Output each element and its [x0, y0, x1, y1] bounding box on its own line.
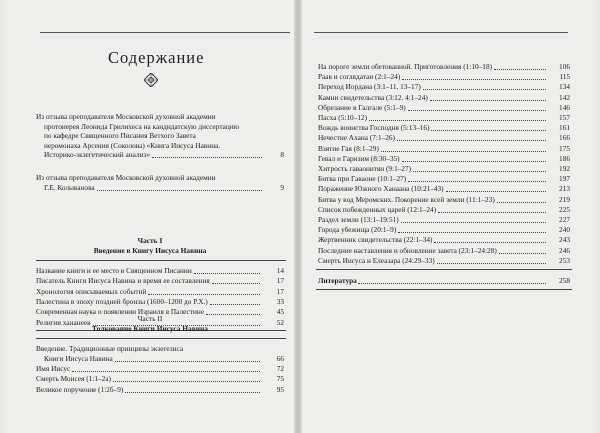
right-item-19-page: 253 [559, 255, 570, 265]
right-item-0-leader [494, 69, 546, 70]
right-item-0-text: На пороге земли обетованной. Приготовления (1:10–18) [318, 62, 493, 71]
part2-item-1-leader [72, 371, 260, 372]
right-item-9-leader [402, 161, 546, 162]
right-item-13-text: Битва у вод Меромских. Покорение всей земли (11:1–23) [318, 194, 495, 204]
right-item-7-leader [397, 140, 546, 141]
right-item-3-page: 142 [559, 92, 570, 102]
right-item-14-page: 225 [559, 204, 570, 214]
right-item-13-page: 219 [559, 194, 570, 204]
right-item-7-page: 166 [559, 133, 570, 143]
right-item-4-leader [408, 110, 546, 111]
right-item-2-page: 134 [559, 82, 570, 92]
right-item-18-leader [499, 253, 546, 254]
part1-rule-top [36, 260, 286, 261]
right-item-16-leader [398, 232, 546, 233]
right-item-15-page: 227 [559, 215, 570, 224]
part2-item-0-leader [115, 361, 260, 362]
review-0-page: 8 [280, 150, 284, 160]
right-item-15-leader [401, 222, 546, 223]
part1-item-3-text: Палестина в эпоху поздней бронзы (1600–1200 до Р.Х.) [36, 296, 208, 306]
right-item-6-text: Вождь воинства Господня (5:13–16) [318, 123, 430, 133]
right-item-1-leader [402, 79, 546, 80]
part1-label: Часть I [137, 236, 163, 245]
part1-item-2-leader [148, 294, 260, 295]
review-1-line-1: Г.Е. Колыванова [44, 183, 95, 192]
part2-item-0-line-0: Введение. Традиционные принципы экзегезиса [36, 344, 184, 353]
part1-item-1-leader [212, 283, 260, 284]
right-item-0-page: 106 [559, 62, 570, 71]
part1-item-5-text: Религия хананеев [36, 317, 91, 327]
right-item-19-text: Смерть Иисуса и Елеазара (24:29–33) [318, 255, 435, 265]
right-item-13-leader [497, 202, 546, 203]
part2-item-3-page: 95 [276, 384, 284, 394]
part2-rule [36, 338, 286, 339]
review-0-leader [152, 157, 262, 158]
right-rule-bottom [316, 289, 572, 290]
part2-item-1-page: 72 [276, 363, 284, 373]
part1-item-0-leader [194, 273, 260, 274]
part2-item-1-text: Имя Иисус [36, 363, 71, 373]
right-item-16-text: Города убежища (20:1–9) [318, 225, 397, 235]
right-item-17-text: Жертвенник свидетельства (22:1–34) [318, 235, 433, 245]
right-item-4-text: Обрезание в Галгале (5:1–9) [318, 102, 406, 112]
left-header-rule [40, 32, 290, 33]
right-item-8-page: 175 [559, 143, 570, 153]
right-item-9-page: 186 [559, 153, 570, 163]
right-item-10-page: 192 [559, 164, 570, 173]
part2-item-2-page: 75 [276, 374, 284, 384]
right-item-2-text: Переход Иордана (3:1–11, 13–17) [318, 82, 421, 92]
right-item-14-leader [438, 212, 546, 213]
right-item-7-text: Нечестие Ахана (7:1–26) [318, 133, 395, 143]
review-0-line-3: иеромонаха Арсения (Соколова) «Книга Иисуса Навина. [44, 140, 221, 150]
right-item-12-leader [446, 191, 546, 192]
part1-item-1-text: Писатель Книги Иисуса Навина и время ее составления [36, 276, 210, 286]
right-item-11-page: 197 [559, 174, 570, 184]
right-item-5-page: 157 [559, 113, 570, 122]
right-item-1-page: 115 [559, 72, 570, 82]
page-title: Содержание [108, 48, 205, 67]
right-item-5-leader [369, 120, 546, 121]
review-0-line-1: протоиерея Леонида Грилихеса на кандидатскую диссертацию [44, 121, 240, 131]
part1-item-4-page: 45 [276, 307, 284, 317]
part2-item-3-text: Великое поручение (1:2б–9) [36, 384, 124, 394]
literature-text: Литература [318, 276, 357, 285]
literature-leader [358, 283, 546, 284]
review-0-line-0: Из отзыва преподавателя Московской духовной академии [36, 112, 216, 121]
right-item-10-text: Хитрость гаваонитян (9:1–27) [318, 164, 412, 173]
part1-item-3-leader [210, 304, 260, 305]
part2-item-0-text: Книги Иисуса Навина [44, 353, 113, 363]
right-item-12-page: 213 [559, 184, 570, 194]
right-item-18-page: 246 [559, 245, 570, 255]
right-item-15-text: Раздел земли (13:1–19:51) [318, 215, 399, 224]
right-item-1-text: Раав и соглядатаи (2:1–24) [318, 72, 401, 82]
right-item-14-text: Список побежденных царей (12:1–24) [318, 204, 437, 214]
right-item-4-page: 146 [559, 102, 570, 112]
part1-item-4-text: Современная наука о появлении Израиля в Палестине [36, 307, 205, 317]
right-item-5-text: Пасха (5:10–12) [318, 113, 368, 122]
right-item-6-leader [431, 130, 546, 131]
right-item-17-page: 243 [559, 235, 570, 245]
right-item-12-text: Поражение Южного Ханаана (10:21–43) [318, 184, 444, 194]
book-fold [294, 0, 302, 433]
right-item-19-leader [437, 263, 546, 264]
review-1-leader [97, 190, 262, 191]
part2-item-2-leader [113, 381, 260, 382]
right-item-3-leader [430, 100, 546, 101]
right-item-3-text: Камни свидетельства (3:12. 4:1–24) [318, 92, 428, 102]
part2-item-0-page: 66 [276, 353, 284, 363]
literature-page: 258 [559, 276, 570, 285]
part1-item-5-page: 52 [276, 317, 284, 327]
part2-label: Часть II [137, 314, 163, 323]
right-item-6-page: 161 [559, 123, 570, 133]
right-item-18-text: Последние наставления и обновление завета (23:1–24:28) [318, 245, 497, 255]
review-0-line-4: Историко-экзегетический анализ» [44, 150, 151, 160]
right-item-8-leader [381, 151, 546, 152]
right-item-2-leader [423, 89, 546, 90]
part1-item-2-page: 17 [276, 286, 284, 296]
review-1-page: 9 [280, 183, 284, 192]
part2-title: Толкование Книги Иисуса Навина [92, 324, 208, 333]
review-0-line-2: по кафедре Священного Писания Ветхого Завета [44, 131, 196, 141]
part1-item-2-text: Хронология описываемых событий [36, 286, 147, 296]
part2-item-3-leader [125, 392, 260, 393]
right-item-11-text: Битва при Гаваоне (10:1–27) [318, 174, 407, 184]
right-item-10-leader [413, 171, 546, 172]
ornament-icon [144, 73, 158, 87]
part2-item-2-text: Смерть Моисея (1:1–2а) [36, 374, 111, 384]
right-rule-mid [316, 269, 572, 270]
right-item-9-text: Гевал и Гаризим (8:30–35) [318, 153, 400, 163]
part1-title: Введение в Книгу Иисуса Навина [93, 246, 207, 255]
part1-item-1-page: 17 [276, 276, 284, 286]
part1-item-0-text: Название книги и ее место в Священном Писании [36, 266, 192, 275]
part1-item-0-page: 14 [276, 266, 284, 275]
right-item-8-text: Взятие Гая (8:1–29) [318, 143, 379, 153]
review-1-line-0: Из отзыва преподавателя Московской духовной академии [36, 173, 216, 183]
right-item-11-leader [408, 181, 546, 182]
right-item-17-leader [434, 242, 546, 243]
right-header-rule [314, 32, 568, 33]
part1-item-3-page: 33 [276, 296, 284, 306]
right-item-16-page: 240 [559, 225, 570, 235]
